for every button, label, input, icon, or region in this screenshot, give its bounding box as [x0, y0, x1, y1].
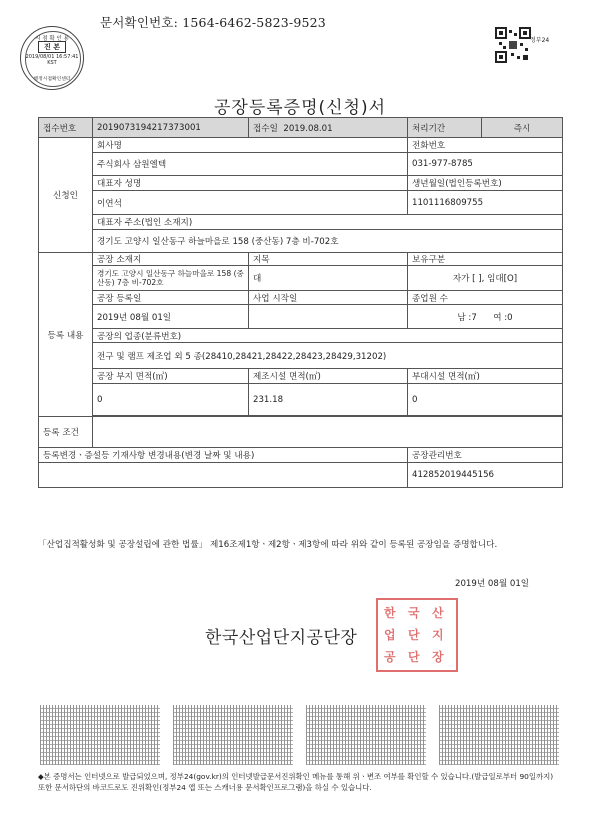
changes-value: [39, 463, 408, 488]
conditions-label: 등록 조건: [39, 417, 93, 448]
barcode-block: [306, 705, 426, 765]
employees-label: 종업원 수: [408, 291, 563, 305]
factory-address-label: 공장 소재지: [93, 253, 249, 266]
management-number-value: 412852019445156: [408, 463, 563, 488]
qr-code-icon: [495, 27, 531, 63]
stamp-char: 장: [432, 650, 444, 664]
phone-value: 031-977-8785: [408, 153, 563, 176]
company-name-label: 회사명: [93, 138, 408, 153]
land-category-value: 대: [249, 266, 408, 291]
registration-date-value: 2019년 08월 01일: [93, 305, 249, 329]
land-category-label: 지목: [249, 253, 408, 266]
document-number: 문서확인번호: 1564-6462-5823-9523: [100, 15, 326, 30]
changes-label: 등록변경ㆍ증설등 기재사항 변경내용(변경 날짜 및 내용): [39, 448, 408, 463]
employees-value: [408, 305, 563, 329]
birth-date-value: 1101116809755: [408, 191, 563, 215]
receipt-date-label: 접수일: [253, 123, 278, 134]
ownership-label: 보유구분: [408, 253, 563, 266]
representative-address-value: 경기도 고양시 일산동구 하늘마을로 158 (중산동) 7층 비-702호: [93, 230, 563, 253]
conditions-value: [93, 417, 563, 448]
industry-label: 공장의 업종(분류번호): [93, 329, 563, 343]
issue-date: 2019년 08월 01일: [455, 579, 530, 589]
stamp-char: 공: [384, 650, 396, 664]
seal-datetime: 2019/08/01 16:57:41 KST: [25, 54, 79, 66]
verification-seal: [20, 26, 84, 90]
stamp-char: 단: [408, 650, 420, 664]
employees-female: 여 :0: [493, 312, 513, 323]
manufacturing-area-value: 231.18: [249, 384, 408, 416]
verification-barcodes: [40, 705, 560, 765]
registration-section-label: 등록 내용: [39, 253, 93, 417]
receipt-number-value: 2019073194217373001: [93, 118, 249, 138]
receipt-date-cell: [249, 118, 408, 138]
document-title: 공장등록증명(신청)서: [213, 98, 387, 118]
representative-address-label: 대표자 주소(법인 소재지): [93, 215, 563, 230]
barcode-block: [173, 705, 293, 765]
manufacturing-area-label: 제조시설 면적(㎡): [249, 369, 408, 384]
birth-date-label: 생년월일(법인등록번호): [408, 176, 563, 191]
management-number-label: 공장관리번호: [408, 448, 563, 463]
ownership-value: 자가 [ ], 임대[O]: [408, 266, 563, 291]
employees-male: 남 :7: [457, 312, 477, 323]
business-start-label: 사업 시작일: [249, 291, 408, 305]
industry-value: 전구 및 램프 제조업 외 5 종(28410,28421,28422,28423,28429,31202): [93, 343, 563, 369]
receipt-number-label: 접수번호: [39, 118, 93, 138]
barcode-block: [40, 705, 160, 765]
factory-address-value: 경기도 고양시 일산동구 하늘마을로 158 (중산동) 7층 비-702호: [93, 266, 249, 291]
seal-stamp-text: 진 본: [38, 41, 66, 53]
stamp-char: 한: [384, 606, 396, 620]
seal-top-text: 시 점 확 인 용: [35, 36, 69, 42]
stamp-char: 산: [432, 606, 444, 620]
stamp-char: 지: [432, 628, 444, 642]
processing-period-label: 처리기간: [408, 118, 482, 138]
site-area-value: 0: [93, 384, 249, 416]
stamp-char: 단: [408, 628, 420, 642]
applicant-section-label: 신청인: [39, 138, 93, 253]
barcode-block: [439, 705, 559, 765]
representative-label: 대표자 성명: [93, 176, 408, 191]
footer-note: ◆본 증명서는 인터넷으로 발급되었으며, 정부24(gov.kr)의 인터넷발급문서진위확인 메뉴를 통해 위ㆍ변조 여부를 확인할 수 있습니다.(발급일로부터 90일까지) 또한 문서하단의 바코드로도 진위확인(정부24 앱 또는 스캐너용 문서확인프로그램)을 하실 수 있습니다.: [38, 772, 554, 792]
seal-bottom-text: 행정시점확인센터: [33, 77, 71, 82]
certification-text: 「산업집적활성화 및 공장설립에 관한 법률」 제16조제1항ㆍ제2항ㆍ제3항에 따라 위와 같이 등록된 공장임을 증명합니다.: [38, 540, 498, 550]
representative-value: 이연석: [93, 191, 408, 215]
qr-label: 정부24: [530, 37, 550, 44]
processing-period-value: 즉시: [482, 118, 563, 138]
official-stamp: [376, 598, 458, 672]
stamp-char: 업: [384, 628, 396, 642]
auxiliary-area-label: 부대시설 면적(㎡): [408, 369, 563, 384]
business-start-value: [249, 305, 408, 329]
auxiliary-area-value: 0: [408, 384, 563, 416]
stamp-char: 국: [408, 606, 420, 620]
registration-date-label: 공장 등록일: [93, 291, 249, 305]
site-area-label: 공장 부지 면적(㎡): [93, 369, 249, 384]
company-name-value: 주식회사 삼원엘텍: [93, 153, 408, 176]
issuer-name: 한국산업단지공단장: [205, 628, 358, 648]
registration-form: [38, 117, 563, 488]
receipt-date-value: 2019.08.01: [283, 123, 333, 134]
phone-label: 전화번호: [408, 138, 563, 153]
